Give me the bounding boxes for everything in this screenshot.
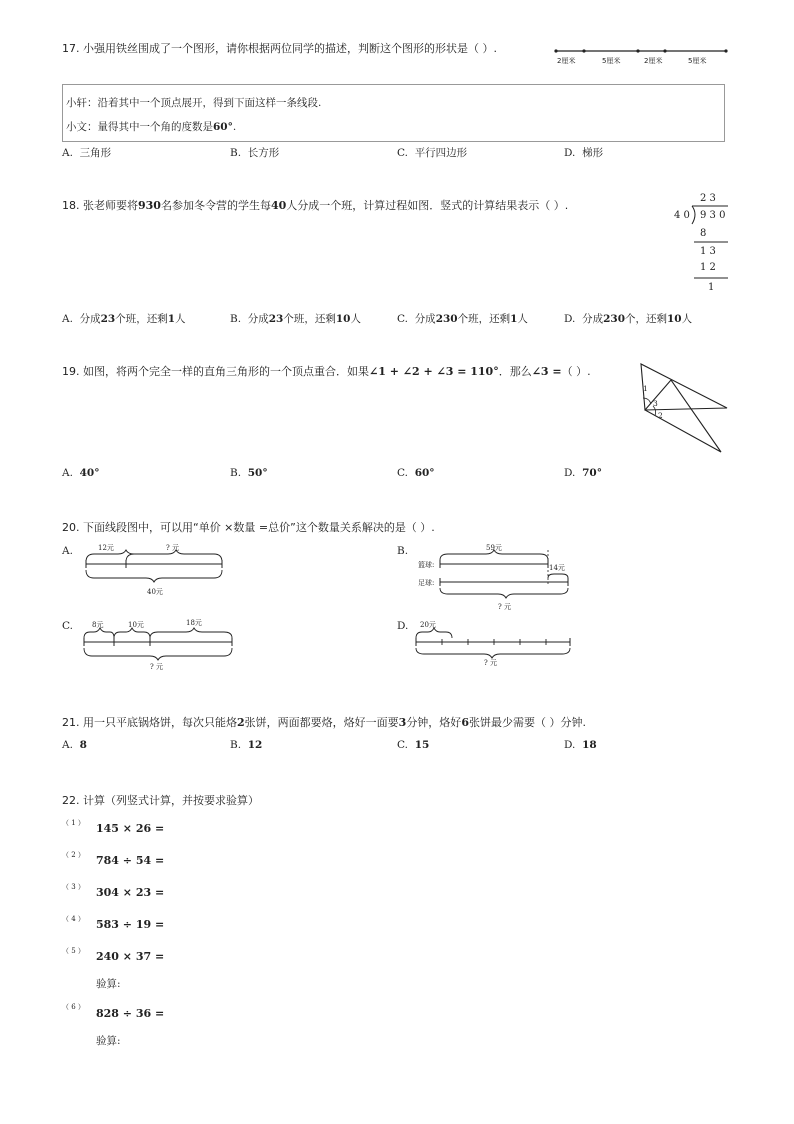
option-text: 人: [175, 313, 186, 325]
option-text: 50°: [247, 467, 268, 479]
q18-option-a[interactable]: [62, 311, 186, 326]
option-letter: A.: [62, 147, 73, 159]
option-text: 分成: [414, 313, 436, 325]
q22-item-expr-3: 304 × 23 =: [96, 886, 165, 899]
q19-triangles-figure: [635, 360, 735, 455]
option-letter: A.: [62, 313, 73, 325]
q20-b-bottom: ? 元: [498, 603, 511, 611]
q22-item-num-5: （ 5 ）: [62, 947, 85, 955]
q21-stem: [62, 714, 586, 730]
option-number: 230: [603, 313, 625, 325]
q19-stem: [62, 363, 591, 379]
q20-a-top1: 12元: [98, 544, 114, 552]
q20-a-top2: ? 元: [166, 544, 179, 552]
division-dividend: 9 3 0: [700, 210, 726, 221]
q20-b-top: 59元: [486, 544, 502, 552]
q20-a-bottom: 40元: [147, 588, 163, 596]
q17-stem: 17. 小强用铁丝围成了一个图形，请你根据两位同学的描述，判断这个图形的形状是（ ）.: [62, 42, 497, 55]
q19-option-a[interactable]: [62, 467, 99, 479]
option-text: 18: [582, 739, 597, 751]
q17-xiaowen: [66, 119, 236, 134]
option-letter: B.: [230, 313, 242, 325]
division-step2: 1 3: [700, 246, 716, 257]
option-text: 个，还剩: [625, 313, 667, 325]
q20-b-row2: 足球:: [418, 579, 435, 587]
stem-number: 3: [398, 716, 407, 729]
option-number: 1: [167, 313, 176, 325]
division-divisor: 4 0: [674, 210, 690, 221]
q17-option-b[interactable]: [230, 145, 279, 160]
stem-part: 21. 用一只平底锅烙饼，每次只能烙: [62, 716, 237, 729]
q20-option-b-letter[interactable]: B.: [397, 545, 409, 557]
option-text: 梯形: [582, 147, 604, 159]
option-number: 10: [667, 313, 682, 325]
stem-part: 分钟，烙好: [406, 716, 462, 729]
option-letter: A.: [62, 467, 73, 479]
q17-description-box: [62, 84, 725, 142]
stem-number: 2: [237, 716, 245, 729]
option-letter: D.: [564, 147, 576, 159]
option-text: 平行四边形: [414, 147, 468, 159]
stem-part: 18. 张老师要将: [62, 199, 138, 212]
q18-option-c[interactable]: [397, 311, 528, 326]
q22-item-num-4: （ 4 ）: [62, 915, 85, 923]
stem-number: 40: [270, 199, 287, 212]
q17-xiaowen-post: .: [232, 121, 237, 133]
option-number: 10: [335, 313, 351, 325]
q22-item-expr-4: 583 ÷ 19 =: [96, 918, 165, 931]
q19-option-d[interactable]: [564, 467, 602, 479]
q20-stem: 20. 下面线段图中，可以用“单价 ×数量 =总价”这个数量关系解决的是（ ）.: [62, 521, 435, 534]
option-number: 23: [100, 313, 116, 325]
q20-b-row1: 篮球:: [418, 561, 435, 569]
q17-seg-label-1: 2厘米: [557, 57, 576, 65]
q20-d-top: 20元: [420, 621, 436, 629]
q18-option-b[interactable]: [230, 311, 361, 326]
q21-option-b[interactable]: [230, 739, 262, 751]
q22-item-num-2: （ 2 ）: [62, 851, 85, 859]
q19-angle-label-1: 1: [643, 384, 648, 393]
option-letter: C.: [397, 313, 408, 325]
option-text: 40°: [79, 467, 100, 479]
division-remainder: 1: [708, 282, 715, 293]
q17-seg-label-3: 2厘米: [644, 57, 663, 65]
option-letter: B.: [230, 147, 242, 159]
q22-check-label-6: 验算:: [96, 1035, 121, 1047]
option-number: 1: [510, 313, 518, 325]
q22-check-label-5: 验算:: [96, 978, 121, 990]
q22-stem: 22. 计算（列竖式计算，并按要求验算）: [62, 794, 259, 807]
q19-angle-label-2: 2: [658, 411, 663, 420]
q17-option-a[interactable]: [62, 145, 111, 160]
q20-b-diagram: [436, 548, 576, 606]
option-letter: B.: [230, 467, 242, 479]
option-text: 分成: [247, 313, 269, 325]
q17-xiaoxuan: 小轩：沿着其中一个顶点展开，得到下面这样一条线段.: [66, 97, 322, 109]
division-step1: 8: [700, 228, 707, 239]
stem-part: 张饼，两面都要烙，烙好一面要: [244, 716, 399, 729]
stem-expression: ∠1 + ∠2 + ∠3 = 110°: [369, 365, 499, 378]
option-text: 分成: [582, 313, 604, 325]
q17-xiaowen-val: 60°: [213, 121, 233, 133]
stem-number: 6: [461, 716, 469, 729]
q20-a-diagram: [84, 550, 229, 586]
option-letter: D.: [564, 467, 576, 479]
q17-xiaowen-pre: 小文：量得其中一个角的度数是: [66, 121, 213, 133]
stem-part: （ ）.: [561, 365, 591, 378]
option-text: 15: [414, 739, 430, 751]
stem-part: 人分成一个班，计算过程如图．竖式的计算结果表示（ ）.: [286, 199, 569, 212]
option-number: 23: [268, 313, 284, 325]
option-letter: A.: [62, 739, 73, 751]
q20-c-t1: 8元: [92, 621, 104, 629]
q20-option-d-letter[interactable]: D.: [397, 620, 409, 632]
stem-part: 张饼最少需要（ ）分钟.: [468, 716, 586, 729]
q21-option-c[interactable]: [397, 739, 429, 751]
q18-option-d[interactable]: [564, 311, 692, 326]
option-text: 三角形: [79, 147, 112, 159]
option-text: 人: [350, 313, 361, 325]
q20-option-c-letter[interactable]: C.: [62, 620, 73, 632]
option-text: 人: [517, 313, 528, 325]
q17-seg-label-2: 5厘米: [602, 57, 621, 65]
stem-part: 19. 如图，将两个完全一样的直角三角形的一个顶点重合．如果: [62, 365, 369, 378]
q21-option-d[interactable]: [564, 739, 597, 751]
option-text: 8: [79, 739, 87, 751]
stem-number: 930: [138, 199, 161, 212]
option-text: 60°: [414, 467, 435, 479]
q19-angle-label-3: 3: [653, 399, 658, 408]
option-text: 12: [247, 739, 263, 751]
option-number: 230: [435, 313, 458, 325]
option-text: 70°: [582, 467, 602, 479]
stem-part: ．那么: [498, 365, 532, 378]
option-letter: B.: [230, 739, 242, 751]
option-letter: C.: [397, 739, 408, 751]
q17-option-c[interactable]: [397, 145, 467, 160]
q17-option-d[interactable]: [564, 145, 603, 160]
q19-option-b[interactable]: [230, 467, 268, 479]
option-letter: C.: [397, 147, 408, 159]
option-text: 个班，还剩: [283, 313, 336, 325]
q21-option-a[interactable]: [62, 739, 87, 751]
option-letter: D.: [564, 313, 576, 325]
option-letter: C.: [397, 467, 408, 479]
stem-part: 名参加冬令营的学生每: [160, 199, 271, 212]
division-quotient: 2 3: [700, 193, 716, 204]
q20-c-bottom: ? 元: [150, 663, 163, 671]
option-text: 长方形: [247, 147, 280, 159]
q20-c-t2: 10元: [128, 621, 144, 629]
division-step3: 1 2: [700, 262, 716, 273]
q19-option-c[interactable]: [397, 467, 435, 479]
option-text: 个班，还剩: [457, 313, 511, 325]
q22-item-expr-5: 240 × 37 =: [96, 950, 165, 963]
q22-item-num-3: （ 3 ）: [62, 883, 85, 891]
stem-expression: ∠3 =: [531, 365, 562, 378]
option-text: 个班，还剩: [115, 313, 168, 325]
q20-d-bottom: ? 元: [484, 659, 497, 667]
q22-item-num-6: （ 6 ）: [62, 1003, 85, 1011]
q22-item-expr-2: 784 ÷ 54 =: [96, 854, 165, 867]
option-text: 人: [681, 313, 693, 325]
q20-c-diagram: [82, 626, 237, 666]
q22-item-expr-1: 145 × 26 =: [96, 822, 165, 835]
option-text: 分成: [79, 313, 101, 325]
q20-option-a-letter[interactable]: A.: [62, 545, 73, 557]
q20-c-t3: 18元: [186, 619, 202, 627]
q22-item-num-1: （ 1 ）: [62, 819, 85, 827]
q17-seg-label-4: 5厘米: [688, 57, 707, 65]
q20-b-side: 14元: [549, 564, 565, 572]
q22-item-expr-6: 828 ÷ 36 =: [96, 1007, 165, 1020]
option-letter: D.: [564, 739, 576, 751]
q18-stem: [62, 197, 568, 213]
